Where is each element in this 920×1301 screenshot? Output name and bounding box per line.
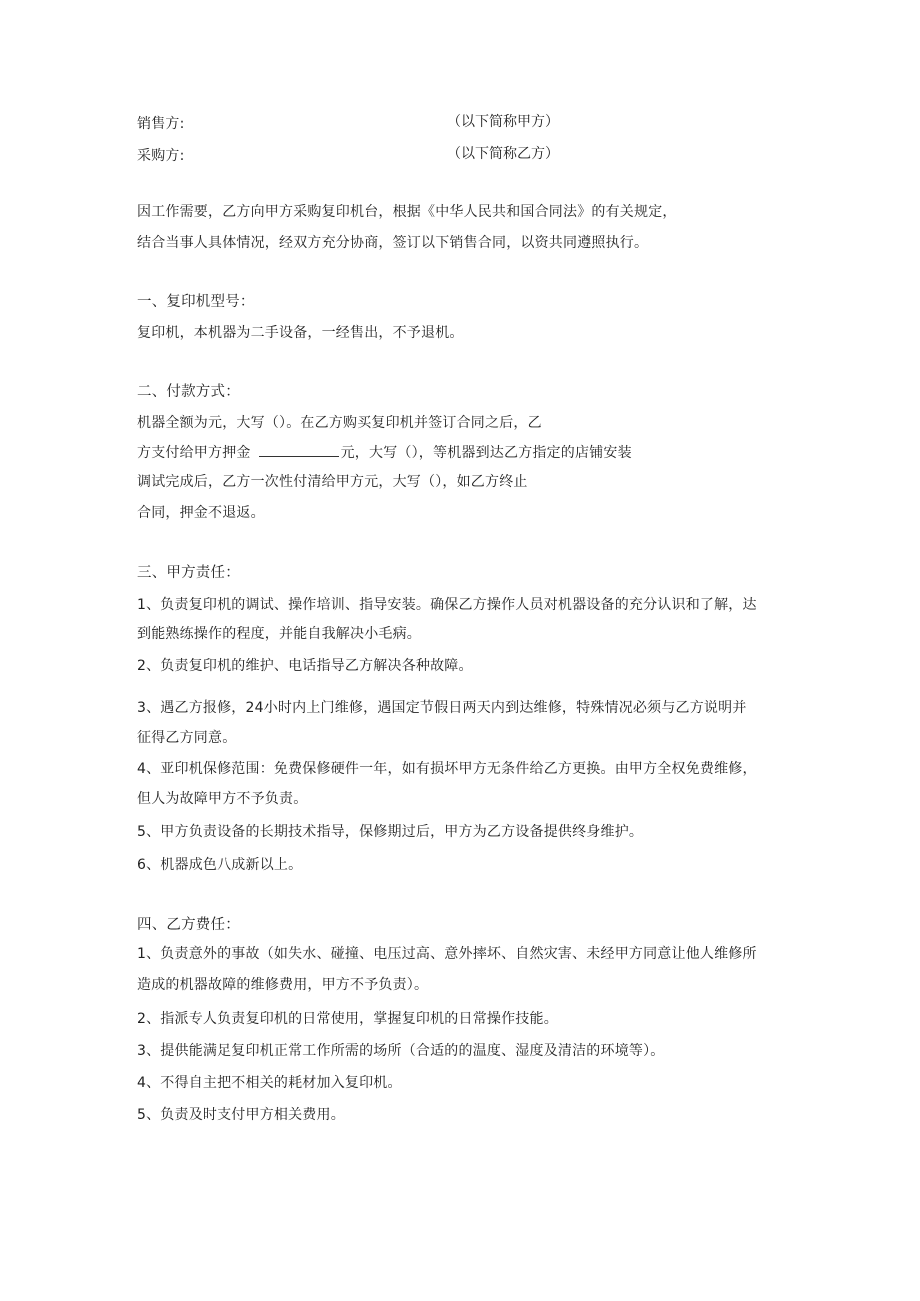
buyer-label: 采购方: [137, 148, 185, 164]
section3-line: 2、负责复印机的维护、电话指导乙方解决各种故障。 [137, 658, 473, 674]
buyer-note: （以下简称乙方） [447, 146, 559, 162]
section3-line: 6、机器成色八成新以上。 [137, 857, 303, 873]
section3-line: 1、负责复印机的调试、操作培训、指导安装。确保乙方操作人员对机器设备的充分认识和了解，达 [137, 597, 757, 613]
intro-line: 结合当事人具体情况，经双方充分协商，签订以下销售合同，以资共同遵照执行。 [137, 235, 649, 251]
section3-line: 3、遇乙方报修，24小时内上门维修，遇国定节假日两天内到达维修，特殊情况必须与乙方说明并 [137, 700, 747, 716]
section4-line: 5、负责及时支付甲方相关费用。 [137, 1107, 345, 1123]
section3-line: 4、亚印机保修范围：免费保修硬件一年，如有损坏甲方无条件给乙方更换。由甲方全权免费维修， [137, 761, 757, 777]
section3-line: 但人为故障甲方不予负责。 [137, 791, 308, 807]
section1-line: 复印机，本机器为二手设备，一经售出，不予退机。 [137, 325, 464, 341]
section2-line-deposit [137, 443, 632, 462]
section4-title: 四、乙方费任： [137, 917, 240, 933]
section3-line: 征得乙方同意。 [137, 730, 237, 746]
section2-line: 调试完成后，乙方一次性付清给甲方元，大写（），如乙方终止 [137, 474, 528, 490]
seller-label: 销售方: [137, 116, 185, 132]
section4-line: 2、指派专人负责复印机的日常使用，掌握复印机的日常操作技能。 [137, 1011, 558, 1027]
section4-line: 4、不得自主把不相关的耗材加入复印机。 [137, 1075, 402, 1091]
deposit-text-before: 方支付给甲方押金 [137, 445, 251, 461]
deposit-text-after: 元，大写（），等机器到达乙方指定的店铺安装 [340, 445, 632, 461]
section4-line: 3、提供能满足复印机正常工作所需的场所（合适的的温度、湿度及清洁的环境等）。 [137, 1043, 665, 1059]
intro-line: 因工作需要，乙方向甲方采购复印机台，根据《中华人民共和国合同法》的有关规定， [137, 204, 677, 220]
section3-title: 三、甲方责任： [137, 565, 240, 581]
section4-line: 造成的机器故障的维修费用，甲方不予负责）。 [137, 977, 429, 993]
section2-line: 机器全额为元，大写（）。在乙方购买复印机并签订合同之后，乙 [137, 415, 542, 431]
section4-line: 1、负责意外的事故（如失水、碰撞、电压过高、意外摔坏、自然灾害、未经甲方同意让他人维修所 [137, 946, 757, 962]
deposit-amount-blank [259, 443, 339, 457]
seller-note: （以下简称甲方） [447, 114, 559, 130]
section2-title: 二、付款方式： [137, 384, 240, 400]
section2-line: 合同，押金不退返。 [137, 505, 265, 521]
section1-title: 一、复印机型号： [137, 294, 255, 310]
section3-line: 5、甲方负责设备的长期技术指导，保修期过后，甲方为乙方设备提供终身维护。 [137, 824, 644, 840]
section3-line: 到能熟练操作的程度，并能自我解决小毛病。 [137, 626, 421, 642]
